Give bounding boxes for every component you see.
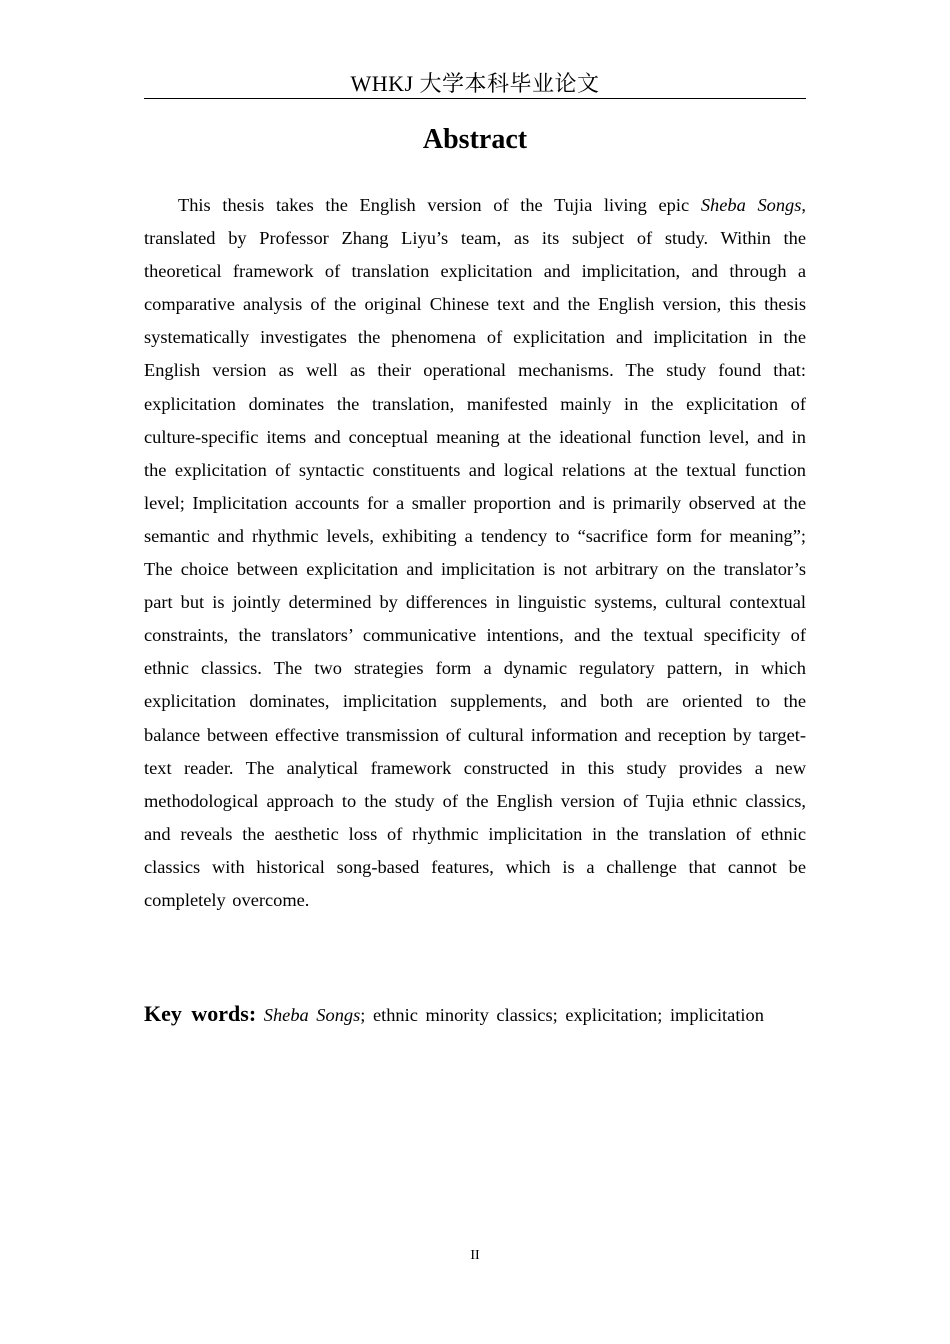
keyword-sheba-songs: Sheba Songs — [263, 1005, 361, 1025]
abstract-body — [144, 189, 806, 917]
header-rule — [144, 98, 806, 99]
keywords-line — [144, 998, 824, 1031]
keywords-label: Key words: — [144, 1001, 257, 1026]
keywords-rest: ; ethnic minority classics; explicitation; implicitation — [360, 1005, 764, 1025]
page-number: II — [470, 1248, 480, 1263]
abstract-text-part2: , translated by Professor Zhang Liyu’s team, as its subject of study. Within the theoretical framework of translation explicitation and implicitation, and through a comparative analysis of the original Chinese text and the English version, this thesis systematically investigates the phenomena of explicitation and implicitation in the English version as well as their operational mechanisms. The study found that: explicitation dominates the translation, manifested mainly in the explicitation of culture-specific items and conceptual meaning at the ideational function level, and in the explicitation of syntactic constituents and logical relations at the textual function level; Implicitation accounts for a smaller proportion and is primarily observed at the semantic and rhythmic levels, exhibiting a tendency to “sacrifice form for meaning”; The choice between explicitation and implicitation is not arbitrary on the translator’s part but is jointly determined by differences in linguistic systems, cultural contextual constraints, the translators’ communicative intentions, and the textual specificity of ethnic classics. The two strategies form a dynamic regulatory pattern, in which explicitation dominates, implicitation supplements, and both are oriented to the balance between effective transmission of cultural information and reception by target-text reader. The analytical framework constructed in this study provides a new methodological approach to the study of the English version of Tujia ethnic classics, and reveals the aesthetic loss of rhythmic implicitation in the translation of ethnic classics with historical song-based features, which is a challenge that cannot be completely overcome. — [144, 195, 806, 910]
running-header: WHKJ 大学本科毕业论文 — [350, 71, 600, 96]
work-title: Sheba Songs — [700, 195, 802, 215]
abstract-text-part1: This thesis takes the English version of the Tujia living epic — [178, 195, 701, 215]
abstract-title: Abstract — [422, 124, 528, 155]
